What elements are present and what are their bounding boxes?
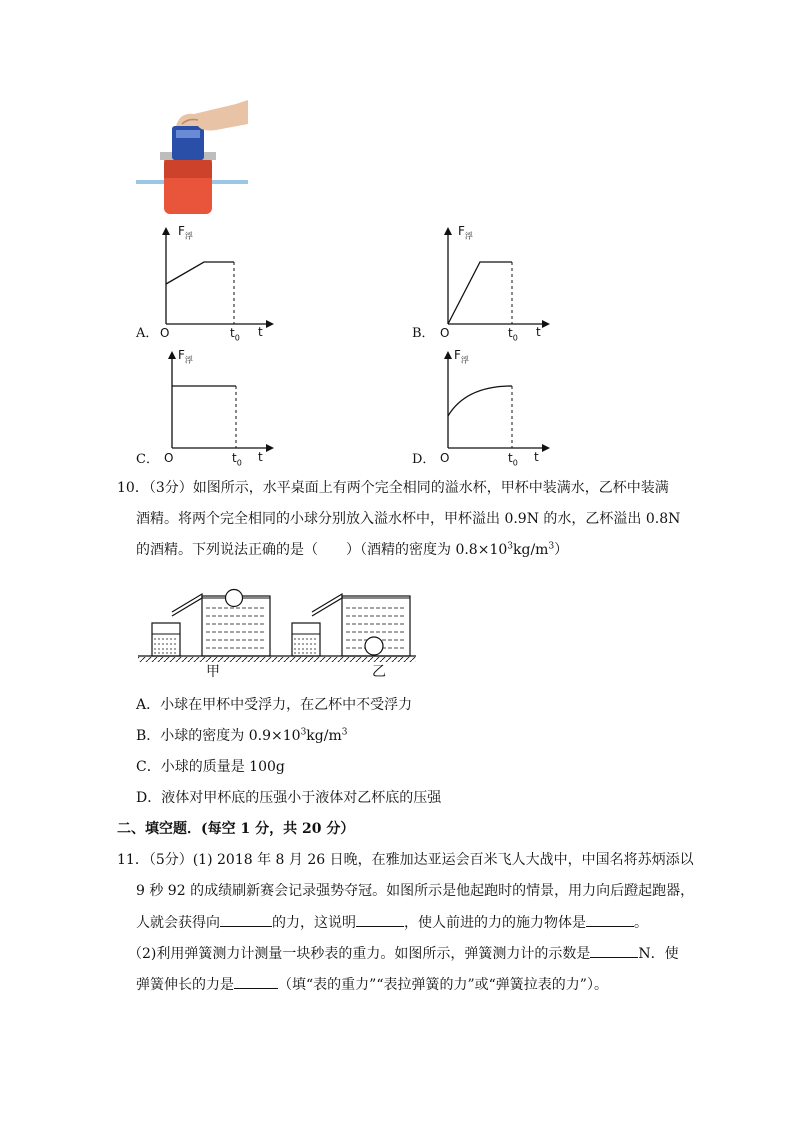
option-b-yaxis-label: $F_浮$ — [458, 224, 473, 241]
option-b-xaxis-label: t — [536, 325, 541, 339]
q11-blank-3[interactable] — [586, 912, 634, 927]
option-d-graph — [412, 348, 562, 468]
experiment-photo — [136, 100, 248, 214]
option-b-t0: $t_0$ — [508, 326, 518, 343]
option-c-graph — [136, 348, 286, 468]
option-a-graph — [136, 224, 286, 344]
q10-line2: 酒精。将两个完全相同的小球分别放入溢水杯中，甲杯溢出 0.9N 的水，乙杯溢出 0.8N — [136, 511, 681, 527]
q11-line5: 弹簧伸长的力是 （填“表的重力”“表拉弹簧的力”或“弹簧拉表的力”）。 — [136, 974, 608, 995]
label-jia: 甲 — [206, 664, 220, 680]
q10-line1: 10．（3分）如图所示，水平桌面上有两个完全相同的溢水杯，甲杯中装满水，乙杯中装满 — [117, 480, 669, 496]
q10-option-b: B．小球的密度为 $0.9\times 10^3kg/m^3$ — [136, 727, 348, 744]
q11-blank-4[interactable] — [590, 943, 638, 958]
option-c-yaxis-label: $F_浮$ — [178, 348, 193, 365]
section2-title: 二、填空题．(每空 1 分，共 20 分） — [117, 821, 355, 837]
option-c-t0: $t_0$ — [232, 451, 242, 468]
option-a-xaxis-label: t — [258, 325, 263, 339]
q10-option-d: D．液体对甲杯底的压强小于液体对乙杯底的压强 — [136, 790, 442, 806]
option-c-letter: C． — [136, 452, 159, 467]
option-d-t0: $t_0$ — [508, 451, 518, 468]
q11-blank-1[interactable] — [220, 912, 272, 927]
q11-line4: （2)利用弹簧测力计测量一块秒表的重力。如图所示，弹簧测力计的示数是 N．使 — [128, 943, 679, 964]
option-b-letter: B． — [412, 326, 435, 341]
q11-line3: 人就会获得向 的力，这说明 ，使人前进的力的施力物体是 。 — [136, 912, 648, 933]
overflow-cups-diagram — [136, 576, 426, 684]
option-d-origin: O — [440, 451, 450, 465]
q10-option-a: A．小球在甲杯中受浮力，在乙杯中不受浮力 — [136, 697, 413, 713]
q11-line1: 11．（5分）(1) 2018 年 8 月 26 日晚，在雅加达亚运会百米飞人大战中，中国名将苏炳添以 — [117, 852, 694, 868]
option-b-origin: O — [440, 326, 450, 340]
q10-line3: 的酒精。下列说法正确的是（ ）（酒精的密度为 $0.8\times 10^3kg/m^3$） — [136, 541, 569, 558]
option-a-t0: $t_0$ — [230, 326, 240, 343]
option-c-xaxis-label: t — [258, 450, 263, 464]
q11-blank-2[interactable] — [356, 912, 404, 927]
option-a-yaxis-label: $F_浮$ — [178, 224, 193, 241]
option-d-yaxis-label: $F_浮$ — [454, 348, 469, 365]
label-yi: 乙 — [372, 664, 386, 680]
option-d-xaxis-label: t — [534, 450, 539, 464]
q10-option-c: C．小球的质量是 100g — [136, 759, 285, 775]
option-a-letter: A． — [136, 326, 159, 341]
option-a-origin: O — [160, 326, 170, 340]
option-a-plot — [136, 224, 286, 344]
q11-line2: 9 秒 92 的成绩刷新赛会记录强势夺冠。如图所示是他起跑时的情景，用力向后蹬起跑器， — [136, 883, 695, 899]
option-b-graph — [412, 224, 562, 344]
option-c-origin: O — [164, 451, 174, 465]
option-d-letter: D． — [412, 452, 436, 467]
q11-blank-5[interactable] — [234, 974, 278, 989]
